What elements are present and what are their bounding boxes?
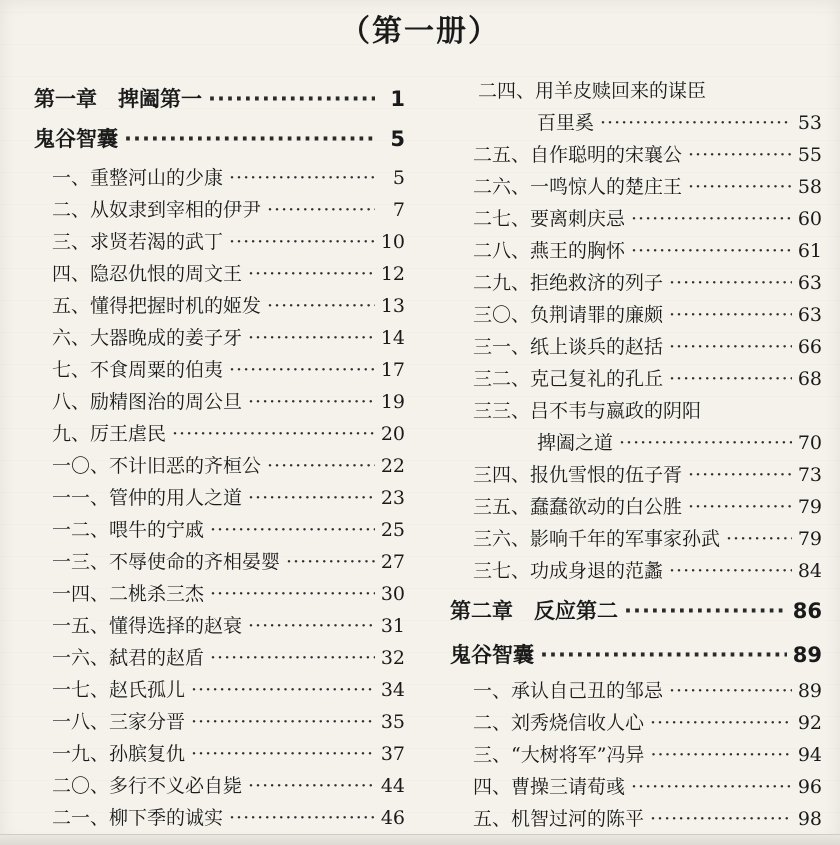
dot-leader [210,583,375,605]
dot-leader [191,679,375,701]
toc-entry-title: 一〇、不计旧恶的齐桓公 [52,455,262,477]
toc-entry[interactable] [473,560,822,582]
toc-entry[interactable] [52,231,405,253]
toc-entry[interactable] [473,776,822,798]
dot-leader [248,327,375,349]
toc-page-number: 70 [797,432,822,454]
toc-page-number: 66 [797,336,822,358]
dot-leader [631,240,792,262]
toc-entry[interactable] [473,464,822,486]
dot-leader [688,176,792,198]
toc-entry-title: 一四、二桃杀三杰 [52,583,205,605]
toc-page-number: 86 [792,599,822,623]
dot-leader [248,615,375,637]
toc-entry[interactable] [473,680,822,702]
toc-entry[interactable] [52,487,405,509]
toc-entry-title: 一七、赵氏孤儿 [52,679,186,701]
toc-entry-title: 鬼谷智囊 [450,643,534,667]
toc-entry[interactable] [478,80,765,102]
toc-entry-title: 二、从奴隶到宰相的伊尹 [52,199,262,221]
toc-entry-title: 四、隐忍仇恨的周文王 [52,263,243,285]
toc-entry[interactable] [473,808,822,830]
toc-entry[interactable] [52,295,405,317]
dot-leader [631,776,792,798]
toc-entry-title: 四、曹操三请荀彧 [473,776,626,798]
toc-entry-title: 第二章 反应第二 [450,599,618,623]
toc-page-number: 12 [380,263,405,285]
toc-page-number: 20 [380,423,405,445]
dot-leader [248,775,375,797]
toc-entry-title: 二〇、多行不义必自毙 [52,775,243,797]
toc-entry[interactable] [52,711,405,733]
toc-page-number: 7 [392,199,405,221]
toc-page-number: 60 [797,208,822,230]
toc-page-number: 13 [380,295,405,317]
toc-entry-continuation[interactable] [537,432,822,454]
dot-leader [248,487,375,509]
toc-entry[interactable] [52,615,405,637]
dot-leader [650,808,792,830]
toc-entry-title: 一三、不辱使命的齐相晏婴 [52,551,281,573]
dot-leader [248,263,375,285]
dot-leader [688,464,792,486]
toc-entry[interactable] [52,647,405,669]
dot-leader [688,496,792,518]
toc-entry[interactable] [52,455,405,477]
toc-entry-title: 捭阖之道 [537,432,614,454]
toc-chapter-heading[interactable] [450,600,822,622]
dot-leader [248,391,375,413]
dot-leader [669,368,792,390]
toc-entry[interactable] [52,775,405,797]
toc-entry-title: 三一、纸上谈兵的赵括 [473,336,664,358]
toc-entry[interactable] [52,519,405,541]
toc-page-number: 61 [797,240,822,262]
toc-page-number: 10 [380,231,405,253]
toc-entry-title: 二八、燕王的胸怀 [473,240,626,262]
dot-leader [669,336,792,358]
toc-page-number: 68 [797,368,822,390]
toc-page-number: 22 [380,455,405,477]
dot-leader [619,432,792,454]
toc-entry-title: 三二、克己复礼的孔丘 [473,368,664,390]
toc-entry[interactable] [473,336,822,358]
toc-entry-title: 五、机智过河的陈平 [473,808,645,830]
toc-entry-title: 五、懂得把握时机的姬发 [52,295,262,317]
dot-leader [540,644,787,666]
dot-leader [286,551,375,573]
dot-leader [669,304,792,326]
toc-page-number: 14 [380,327,405,349]
toc-entry-title: 一一、管仲的用人之道 [52,487,243,509]
dot-leader [267,295,375,317]
dot-leader [191,711,375,733]
toc-page-number: 34 [380,679,405,701]
dot-leader [229,807,375,829]
dot-leader [229,231,375,253]
toc-page-number: 19 [380,391,405,413]
toc-entry-title: 第一章 捭阖第一 [34,87,202,111]
toc-entry[interactable] [52,423,405,445]
dot-leader [172,423,375,445]
toc-entry[interactable] [52,391,405,413]
toc-entry-title: 三四、报仇雪恨的伍子胥 [473,464,683,486]
toc-page-number: 44 [380,775,405,797]
dot-leader [229,167,375,189]
toc-page-number: 63 [797,304,822,326]
dot-leader [726,528,792,550]
toc-entry[interactable] [52,359,405,381]
toc-page-number: 84 [797,560,822,582]
toc-entry-title: 一二、喂牛的宁戚 [52,519,205,541]
dot-leader [124,128,375,150]
toc-entry[interactable] [473,208,822,230]
dot-leader [631,208,792,230]
toc-entry[interactable] [52,199,405,221]
toc-entry-title: 一五、懂得选择的赵衰 [52,615,243,637]
dot-leader [267,455,375,477]
dot-leader [669,272,792,294]
toc-page-number: 32 [380,647,405,669]
toc-entry[interactable] [473,272,822,294]
dot-leader [624,600,787,622]
toc-page-number: 53 [797,112,822,134]
toc-page-number: 37 [380,743,405,765]
toc-entry-title: 一八、三家分晋 [52,711,186,733]
page-title: （第一册） [340,14,500,49]
toc-entry-title: 三六、影响千年的军事家孙武 [473,528,721,550]
toc-page-number: 94 [797,744,822,766]
toc-entry-title: 二九、拒绝救济的列子 [473,272,664,294]
toc-entry[interactable] [473,176,822,198]
toc-entry-title: 二四、用羊皮赎回来的谋臣 [478,80,707,102]
toc-entry[interactable] [473,496,822,518]
toc-section-heading[interactable] [450,644,822,666]
toc-entry-title: 一九、孙膑复仇 [52,743,186,765]
toc-page-number: 30 [380,583,405,605]
toc-entry-title: 一六、弑君的赵盾 [52,647,205,669]
toc-entry-title: 二六、一鸣惊人的楚庄王 [473,176,683,198]
toc-page-number: 5 [390,127,405,151]
toc-entry-title: 二一、柳下季的诚实 [52,807,224,829]
toc-entry-continuation[interactable] [537,112,822,134]
dot-leader [600,112,792,134]
dot-leader [669,560,792,582]
toc-page-number: 63 [797,272,822,294]
toc-entry[interactable] [473,240,822,262]
dot-leader [669,680,792,702]
dot-leader [650,744,791,766]
toc-entry-title: 三〇、负荆请罪的廉颇 [473,304,664,326]
toc-entry[interactable] [473,744,822,766]
dot-leader [191,743,375,765]
dot-leader [210,519,375,541]
toc-page-number: 73 [797,464,822,486]
toc-entry-title: 三、求贤若渴的武丁 [52,231,224,253]
toc-section-heading[interactable] [34,128,405,150]
dot-leader [208,88,375,110]
toc-page-number: 89 [792,643,822,667]
toc-entry[interactable] [473,304,822,326]
toc-page-number: 1 [390,87,405,111]
dot-leader [267,199,375,221]
toc-entry[interactable] [52,807,405,829]
toc-page-number: 58 [797,176,822,198]
toc-entry[interactable] [52,583,405,605]
toc-entry-title: 一、承认自己丑的邹忌 [473,680,664,702]
toc-page-number: 31 [380,615,405,637]
toc-entry-title: 鬼谷智囊 [34,127,118,151]
toc-page-number: 92 [797,712,822,734]
toc-entry-title: 二、刘秀烧信收人心 [473,712,645,734]
toc-page-number: 5 [392,167,405,189]
toc-entry-title: 三、“大树将军”冯异 [473,744,645,766]
toc-entry-title: 三五、蠢蠢欲动的白公胜 [473,496,683,518]
toc-page-number: 25 [380,519,405,541]
dot-leader [650,712,792,734]
toc-entry[interactable] [473,400,790,422]
toc-entry[interactable] [473,368,822,390]
toc-page-number: 79 [797,528,822,550]
toc-page-number: 79 [797,496,822,518]
toc-entry[interactable] [52,263,405,285]
toc-entry[interactable] [52,679,405,701]
toc-entry[interactable] [52,167,405,189]
toc-page-number: 23 [380,487,405,509]
toc-entry-title: 六、大器晚成的姜子牙 [52,327,243,349]
toc-entry-title: 九、厉王虐民 [52,423,167,445]
toc-entry-title: 八、励精图治的周公旦 [52,391,243,413]
toc-page-number: 96 [797,776,822,798]
toc-entry[interactable] [52,327,405,349]
toc-entry-title: 七、不食周粟的伯夷 [52,359,224,381]
toc-page-number: 35 [380,711,405,733]
toc-entry-title: 三三、吕不韦与嬴政的阴阳 [473,400,702,422]
toc-page-number: 27 [380,551,405,573]
toc-page-number: 55 [797,144,822,166]
toc-entry[interactable] [52,743,405,765]
toc-page-number: 46 [380,807,405,829]
toc-entry-title: 一、重整河山的少康 [52,167,224,189]
toc-entry[interactable] [52,551,405,573]
toc-page-number: 98 [797,808,822,830]
toc-entry-title: 二七、要离刺庆忌 [473,208,626,230]
toc-chapter-heading[interactable] [34,88,405,110]
toc-entry[interactable] [473,528,822,550]
dot-leader [210,647,375,669]
toc-page-number: 89 [797,680,822,702]
toc-entry-title: 百里奚 [537,112,595,134]
toc-entry[interactable] [473,144,822,166]
page-bottom-edge [0,834,840,845]
dot-leader [688,144,792,166]
toc-page-number: 17 [380,359,405,381]
toc-entry-title: 二五、自作聪明的宋襄公 [473,144,683,166]
toc-entry[interactable] [473,712,822,734]
dot-leader [229,359,375,381]
toc-entry-title: 三七、功成身退的范蠡 [473,560,664,582]
